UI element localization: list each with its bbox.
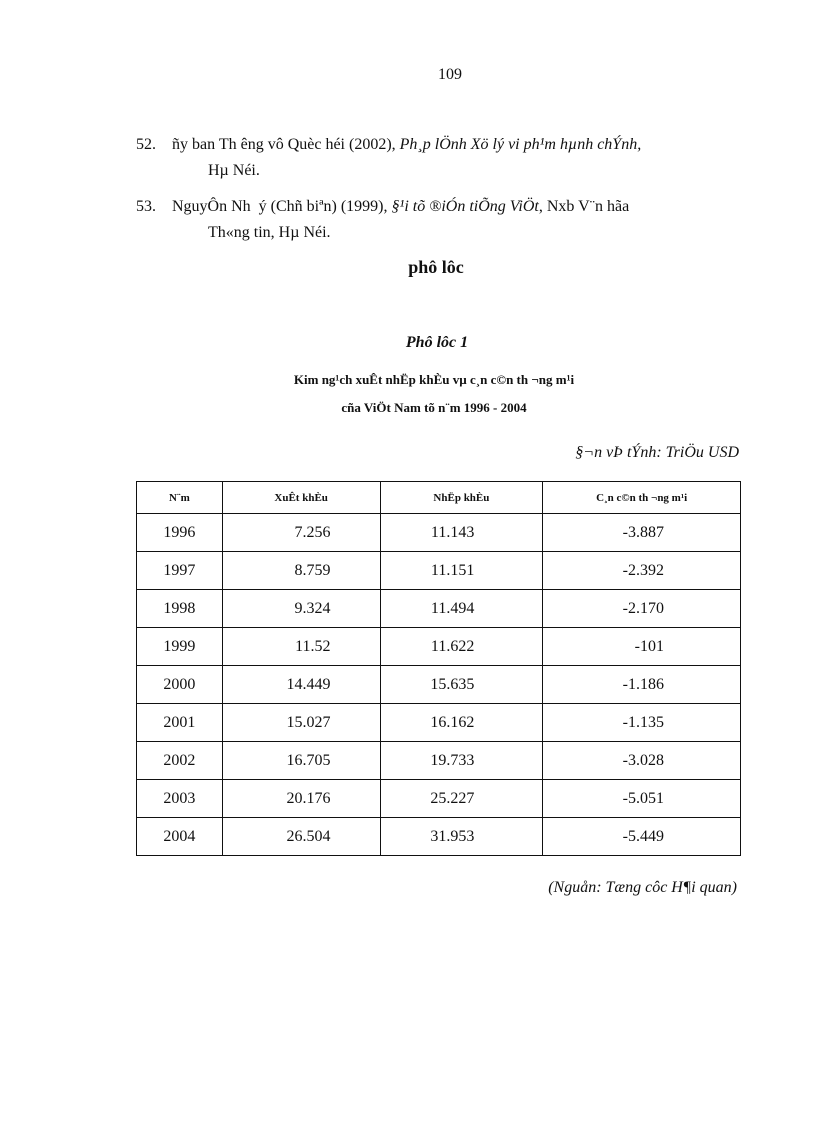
- cell-export: 11.52: [222, 628, 380, 666]
- cell-year: 2002: [137, 742, 223, 780]
- appendix-title: Phô lôc 1: [405, 334, 469, 351]
- table-row: [137, 590, 741, 628]
- cell-import: 25.227: [380, 780, 543, 818]
- cell-export: 26.504: [222, 818, 380, 856]
- unit-note: §¬n vÞ tÝnh: TriÖu USD: [575, 444, 739, 461]
- cell-year: 2004: [137, 818, 223, 856]
- cell-balance: -3.028: [543, 742, 741, 780]
- cell-balance: -5.051: [543, 780, 741, 818]
- reference-title: Ph¸p lÖnh Xö lý vi ph¹m hµnh chÝnh,: [399, 136, 642, 153]
- cell-import: 11.143: [380, 514, 543, 552]
- header-trade-balance: C¸n c©n th ¬ng m¹i: [543, 482, 741, 514]
- cell-balance: -2.392: [543, 552, 741, 590]
- cell-balance: -5.449: [543, 818, 741, 856]
- reference-53: [136, 194, 740, 246]
- cell-year: 2000: [137, 666, 223, 704]
- reference-title: §¹i tõ ®iÓn tiÕng ViÖt: [391, 198, 539, 215]
- header-import: NhËp khÈu: [380, 482, 543, 514]
- cell-import: 11.494: [380, 590, 543, 628]
- cell-year: 1997: [137, 552, 223, 590]
- reference-publisher: , Nxb V¨n hãa: [538, 198, 630, 215]
- reference-author: ñy ban Th êng vô Quèc héi (2002),: [172, 136, 400, 153]
- cell-import: 15.635: [380, 666, 543, 704]
- cell-export: 9.324: [222, 590, 380, 628]
- cell-year: 2001: [137, 704, 223, 742]
- cell-balance: -1.135: [543, 704, 741, 742]
- cell-export: 16.705: [222, 742, 380, 780]
- table-row: [137, 552, 741, 590]
- reference-number: 53.: [136, 198, 156, 215]
- cell-balance: -2.170: [543, 590, 741, 628]
- cell-year: 1996: [137, 514, 223, 552]
- table-row: [137, 628, 741, 666]
- reference-number: 52.: [136, 136, 156, 153]
- table-row: [137, 704, 741, 742]
- table-caption-line-2: cña ViÖt Nam tõ n¨m 1996 - 2004: [341, 400, 527, 415]
- page-number: 109: [438, 66, 462, 83]
- reference-52: [136, 132, 740, 184]
- table-row: [137, 780, 741, 818]
- reference-continuation: Th«ng tin, Hµ Néi.: [208, 224, 331, 241]
- cell-export: 14.449: [222, 666, 380, 704]
- cell-export: 20.176: [222, 780, 380, 818]
- cell-year: 1998: [137, 590, 223, 628]
- cell-balance: -3.887: [543, 514, 741, 552]
- table-row: [137, 742, 741, 780]
- table-header-row: [137, 482, 741, 514]
- cell-import: 11.151: [380, 552, 543, 590]
- table-row: [137, 818, 741, 856]
- cell-year: 1999: [137, 628, 223, 666]
- reference-continuation: Hµ Néi.: [208, 162, 260, 179]
- cell-balance: -1.186: [543, 666, 741, 704]
- cell-import: 16.162: [380, 704, 543, 742]
- cell-balance: -101: [543, 628, 741, 666]
- source-note: (Nguån: Tæng côc H¶i quan): [548, 879, 737, 896]
- table-row: [137, 666, 741, 704]
- cell-year: 2003: [137, 780, 223, 818]
- cell-import: 19.733: [380, 742, 543, 780]
- cell-import: 31.953: [380, 818, 543, 856]
- reference-author: NguyÔn Nh ý (Chñ biªn) (1999),: [172, 198, 392, 215]
- trade-table: [136, 481, 741, 856]
- header-year: N¨m: [137, 482, 223, 514]
- table-caption-line-1: Kim ng¹ch xuÊt nhËp khÈu vµ c¸n c©n th ¬ng m¹i: [293, 372, 575, 387]
- appendix-heading: phô lôc: [408, 257, 464, 277]
- cell-export: 7.256: [222, 514, 380, 552]
- header-export: XuÊt khÈu: [222, 482, 380, 514]
- cell-import: 11.622: [380, 628, 543, 666]
- table-row: [137, 514, 741, 552]
- cell-export: 8.759: [222, 552, 380, 590]
- cell-export: 15.027: [222, 704, 380, 742]
